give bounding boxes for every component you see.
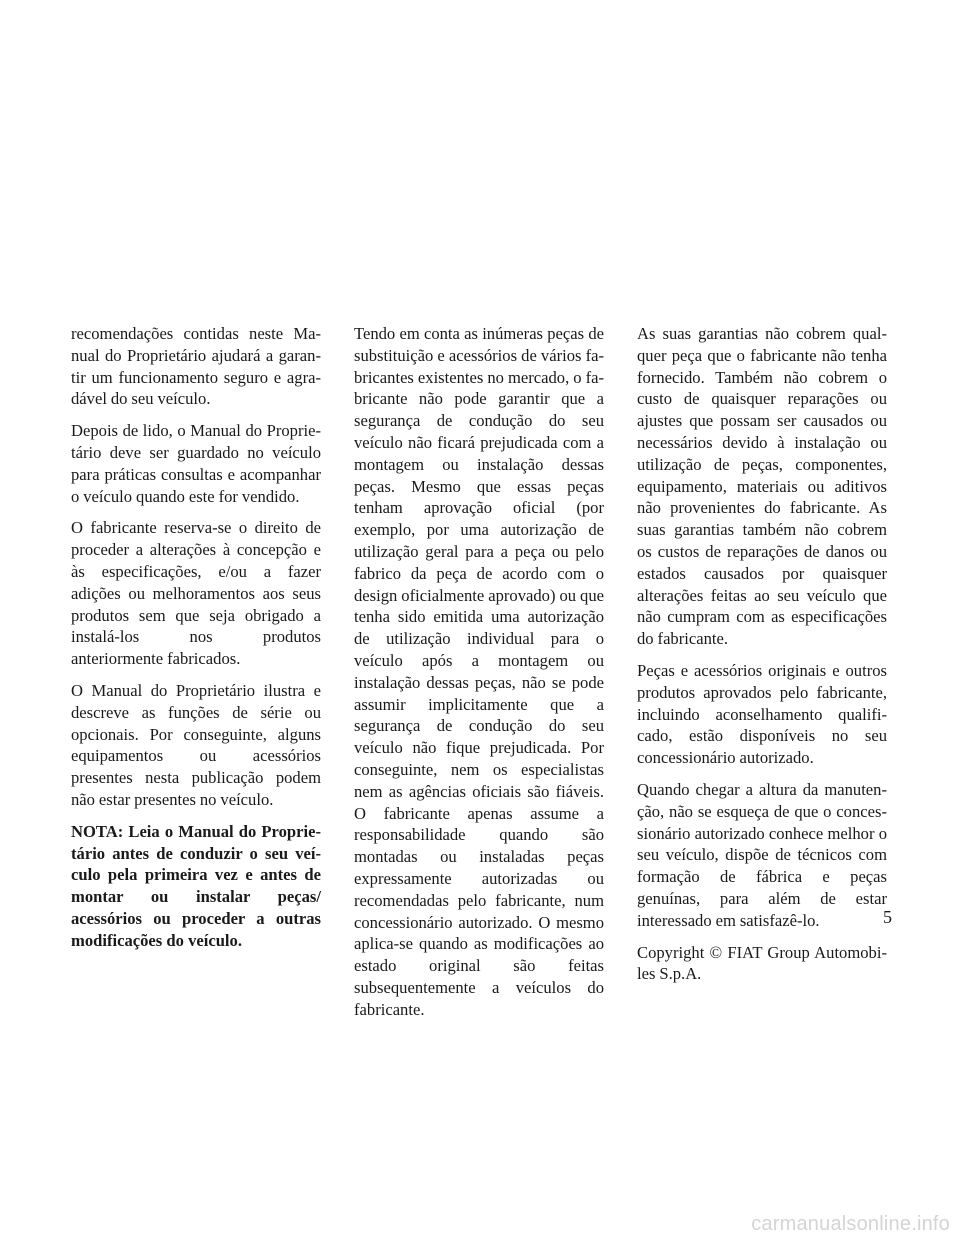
page-number: 5 [883,907,892,927]
paragraph-maintenance: Quando chegar a altura da manutenção, não se esqueça de que o concessionário autorizado conhece melhor o seu veículo, dispõe de técnicos com formação de fábrica e peças genuínas, para além de estar interessado em satisfazê-lo. [637,779,887,930]
paragraph-keep-manual: Depois de lido, o Manual do Proprietário deve ser guardado no veículo para práticas consultas e acompanhar o veículo quando este for vendido. [71,421,321,506]
paragraph-recommendations: recomendações contidas neste Manual do Proprietário ajudará a garantir um funcionamento seguro e agradável do seu veículo. [71,324,321,409]
paragraph-warranty: As suas garantias não cobrem qualquer peça que o fabricante não tenha fornecido. Também não cobrem o custo de quaisquer reparações ou ajustes que possam ser causados ou necessários devido à instalação ou utilização de peças, componentes, equipamento, materiais ou aditivos não provenientes do fabricante. As suas garantias também não cobrem os custos de reparações de danos ou estados causados por quaisquer alterações feitas ao seu veículo que não cumpram com as especificações do fabricante. [637,324,887,649]
note-read-manual: NOTA: Leia o Manual do Proprietário antes de conduzir o seu veículo pela primeira vez e antes de montar ou instalar peças/ acessórios ou proceder a outras modificações do veículo. [71,821,321,950]
paragraph-copyright: Copyright © FIAT Group Automobiles S.p.A. [637,942,887,984]
paragraph-manufacturer-rights: O fabricante reserva-se o direito de proceder a alterações à concepção e às especificações, e/ou a fazer adições ou melhoramentos aos seus produtos sem que seja obrigado a instalá-los nos produtos anteriormente fabricados. [71,518,321,669]
paragraph-original-parts: Peças e acessórios originais e outros produtos aprovados pelo fabricante, incluindo aconselhamento qualificado, estão disponíveis no seu concessionário autorizado. [637,660,887,768]
text-column-1 [71,323,321,952]
text-column-3 [637,323,887,995]
watermark-text: carmanualsonline.info [751,1213,950,1235]
paragraph-replacement-parts: Tendo em conta as inúmeras peças de substituição e acessórios de vários fabricantes existentes no mercado, o fabricante não pode garantir que a segurança de condução do seu veículo não ficará prejudicada com a montagem ou instalação dessas peças. Mesmo que essas peças tenham aprovação oficial (por exemplo, por uma autorização de utilização geral para a peça ou pelo fabrico da peça de acordo com o design oficialmente aprovado) ou que tenha sido emitida uma autorização de utilização individual para o veículo após a montagem ou instalação dessas peças, não se pode assumir implicitamente que a segurança de condução do seu veículo não fique prejudicada. Por conseguinte, nem os especialistas nem as agências oficiais são fiáveis. O fabricante apenas assume a responsabilidade quando são montadas ou instaladas peças expressamente autorizadas ou recomendadas pelo fabricante, num concessionário autorizado. O mesmo aplica-se quando as modificações ao estado original são feitas subsequentemente a veículos do fabricante. [354,324,604,1019]
paragraph-standard-optional: O Manual do Proprietário ilustra e descreve as funções de série ou opcionais. Por conseguinte, alguns equipamentos ou acessórios presentes nesta publicação podem não estar presentes no veículo. [71,680,321,809]
text-column-2 [354,323,604,1031]
